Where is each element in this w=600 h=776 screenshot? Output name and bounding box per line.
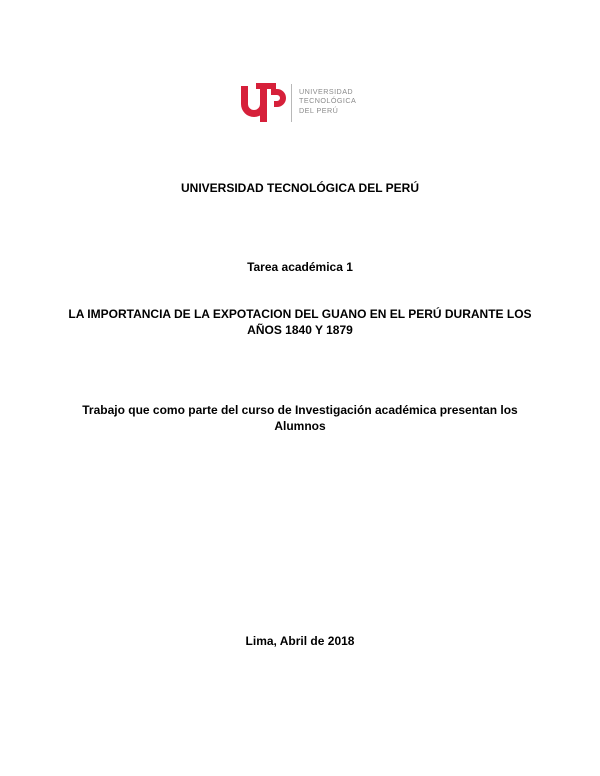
university-logo [238,80,368,126]
document-title-line: AÑOS 1840 Y 1879 [247,323,353,337]
course-description-line: Alumnos [274,419,326,433]
utp-logo-mark [238,80,286,124]
course-description-line: Trabajo que como parte del curso de Investigación académica presentan los [82,403,518,417]
document-title-line: LA IMPORTANCIA DE LA EXPOTACION DEL GUANO EN EL PERÚ DURANTE LOS [68,307,532,321]
place-and-date: Lima, Abril de 2018 [245,634,355,648]
logo-divider [291,84,292,122]
logo-text-line: UNIVERSIDAD [299,87,354,96]
university-name: UNIVERSIDAD TECNOLÓGICA DEL PERÚ [180,181,420,195]
logo-text-line: DEL PERÚ [299,105,339,115]
logo-wordmark [299,87,356,115]
task-heading: Tarea académica 1 [247,260,353,274]
logo-text-line: TECNOLÓGICA [299,96,357,106]
